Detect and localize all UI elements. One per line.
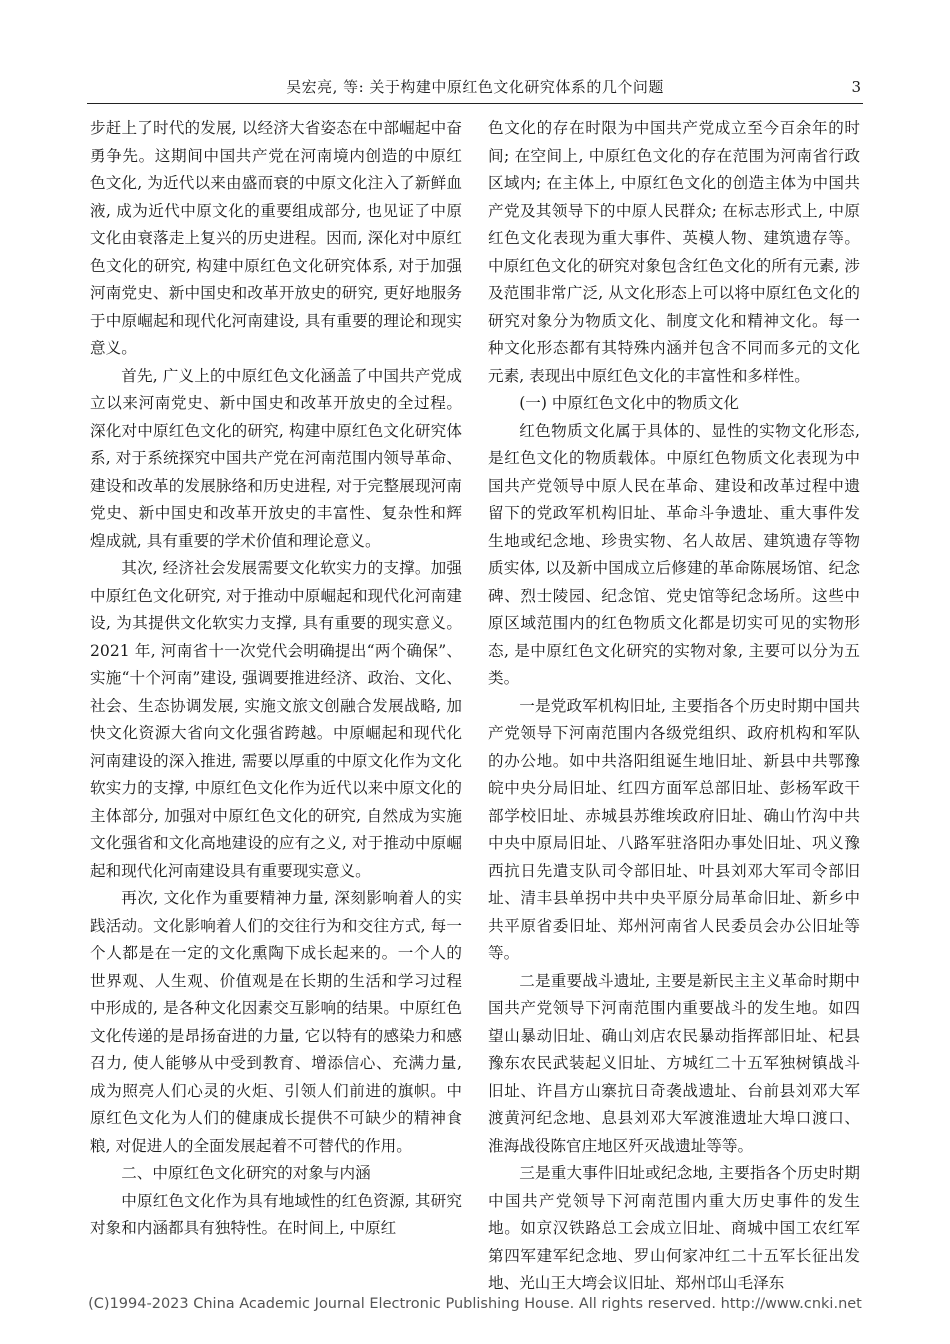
paragraph: 一是党政军机构旧址, 主要指各个历史时期中国共产党领导下河南范围内各级党组织、政府机构和军队的办公地。如中共洛阳组诞生地旧址、新县中共鄂豫皖中央分局旧址、红四方面军总部旧址、彭杨军政干部学校旧址、赤城县苏维埃政府旧址、确山竹沟中共中央中原局旧址、八路军驻洛阳办事处旧址、巩义豫西抗日先遣支队司令部旧址、叶县刘邓大军司令部旧址、清丰县单拐中共中央平原分局革命旧址、新乡中共平原省委旧址、郑州河南省人民委员会办公旧址等等。 xyxy=(488,696,860,962)
header-rule xyxy=(87,103,863,104)
paragraph: 三是重大事件旧址或纪念地, 主要指各个历史时期中国共产党领导下河南范围内重大历史事件的发生地。如京汉铁路总工会成立旧址、商城中国工农红军第四军建军纪念地、罗山何家冲红二十五军长征出发地、光山王大塆会议旧址、郑州邙山毛泽东 xyxy=(488,1164,860,1292)
paragraph: 色文化的存在时限为中国共产党成立至今百余年的时间; 在空间上, 中原红色文化的存在范围为河南省行政区域内; 在主体上, 中原红色文化的创造主体为中国共产党及其领导下的中原人民群众; 在标志形式上, 中原红色文化表现为重大事件、英模人物、建筑遗存等。中原红色文化的研究对象包含红色文化的所有元素, 涉及范围非常广泛, 从文化形态上可以将中原红色文化的研究对象分为物质文化、制度文化和精神文化。每一种文化形态都有其特殊内涵并包含不同而多元的文化元素, 表现出中原红色文化的丰富性和多样性。 xyxy=(488,119,860,385)
subsection-heading: (一) 中原红色文化中的物质文化 xyxy=(519,394,740,412)
paragraph: 再次, 文化作为重要精神力量, 深刻影响着人的实践活动。文化影响着人们的交往行为和交往方式, 每一个人都是在一定的文化熏陶下成长起来的。一个人的世界观、人生观、价值观是在长期的生活和学习过程中形成的, 是各种文化因素交互影响的结果。中原红色文化传递的是昂扬奋进的力量, 它以特有的感染力和感召力, 使人能够从中受到教育、增添信心、充满力量, 成为照亮人们心灵的火炬、引领人们前进的旗帜。中原红色文化为人们的健康成长提供不可缺少的精神食粮, 对促进人的全面发展起着不可替代的作用。 xyxy=(90,889,462,1155)
page-number: 3 xyxy=(851,78,861,96)
paragraph: 二是重要战斗遗址, 主要是新民主主义革命时期中国共产党领导下河南范围内重要战斗的发生地。如四望山暴动旧址、确山刘店农民暴动指挥部旧址、杞县豫东农民武装起义旧址、方城红二十五军独树镇战斗旧址、许昌方山寨抗日奇袭战遗址、台前县刘邓大军渡黄河纪念地、息县刘邓大军渡淮遗址大埠口渡口、淮海战役陈官庄地区歼灭战遗址等等。 xyxy=(488,971,860,1155)
left-column xyxy=(90,115,462,1243)
paragraph: 中原红色文化作为具有地域性的红色资源, 其研究对象和内涵都具有独特性。在时间上, 中原红 xyxy=(90,1191,462,1237)
right-column xyxy=(488,115,860,1298)
paragraph: 首先, 广义上的中原红色文化涵盖了中国共产党成立以来河南党史、新中国史和改革开放史的全过程。深化对中原红色文化的研究, 构建中原红色文化研究体系, 对于系统探究中国共产党在河南范围内领导革命、建设和改革的发展脉络和历史进程, 对于完整展现河南党史、新中国史和改革开放史的丰富性、复杂性和辉煌成就, 具有重要的学术价值和理论意义。 xyxy=(90,366,462,550)
section-heading: 二、中原红色文化研究的对象与内涵 xyxy=(121,1164,371,1182)
running-header xyxy=(87,68,863,98)
paragraph: 其次, 经济社会发展需要文化软实力的支撑。加强中原红色文化研究, 对于推动中原崛起和现代化河南建设, 为其提供文化软实力支撑, 具有重要的现实意义。2021 年, 河南省十一次党代会明确提出“两个确保”、实施“十个河南”建设, 强调要推进经济、政治、文化、社会、生态协调发展, 实施文旅文创融合发展战略, 加快文化资源大省向文化强省跨越。中原崛起和现代化河南建设的深入推进, 需要以厚重的中原文化作为文化软实力的支撑, 中原红色文化作为近代以来中原文化的主体部分, 加强对中原红色文化的研究, 自然成为实施文化强省和文化高地建设的应有之义, 对于推动中原崛起和现代化河南建设具有重要现实意义。 xyxy=(90,559,462,880)
paragraph: 步赶上了时代的发展, 以经济大省姿态在中部崛起中奋勇争先。这期间中国共产党在河南境内创造的中原红色文化, 为近代以来由盛而衰的中原文化注入了新鲜血液, 成为近代中原文化的重要组成部分, 也见证了中原文化由衰落走上复兴的历史进程。因而, 深化对中原红色文化的研究, 构建中原红色文化研究体系, 对于加强河南党史、新中国史和改革开放史的研究, 更好地服务于中原崛起和现代化河南建设, 具有重要的理论和现实意义。 xyxy=(90,119,462,357)
running-title: 吴宏亮, 等: 关于构建中原红色文化研究体系的几个问题 xyxy=(286,78,664,96)
paragraph: 红色物质文化属于具体的、显性的实物文化形态, 是红色文化的物质载体。中原红色物质文化表现为中国共产党领导中原人民在革命、建设和改革过程中遗留下的党政军机构旧址、革命斗争遗址、重大事件发生地或纪念地、珍贵实物、名人故居、建筑遗存等物质实体, 以及新中国成立后修建的革命陈展场馆、纪念碑、烈士陵园、纪念馆、党史馆等纪念场所。这些中原区域范围内的红色物质文化都是切实可见的实物形态, 是中原红色文化研究的实物对象, 主要可以分为五类。 xyxy=(488,421,860,687)
copyright-footer: (C)1994-2023 China Academic Journal Electronic Publishing House. All rights reserved. http://www.cnki.net xyxy=(88,1296,862,1312)
